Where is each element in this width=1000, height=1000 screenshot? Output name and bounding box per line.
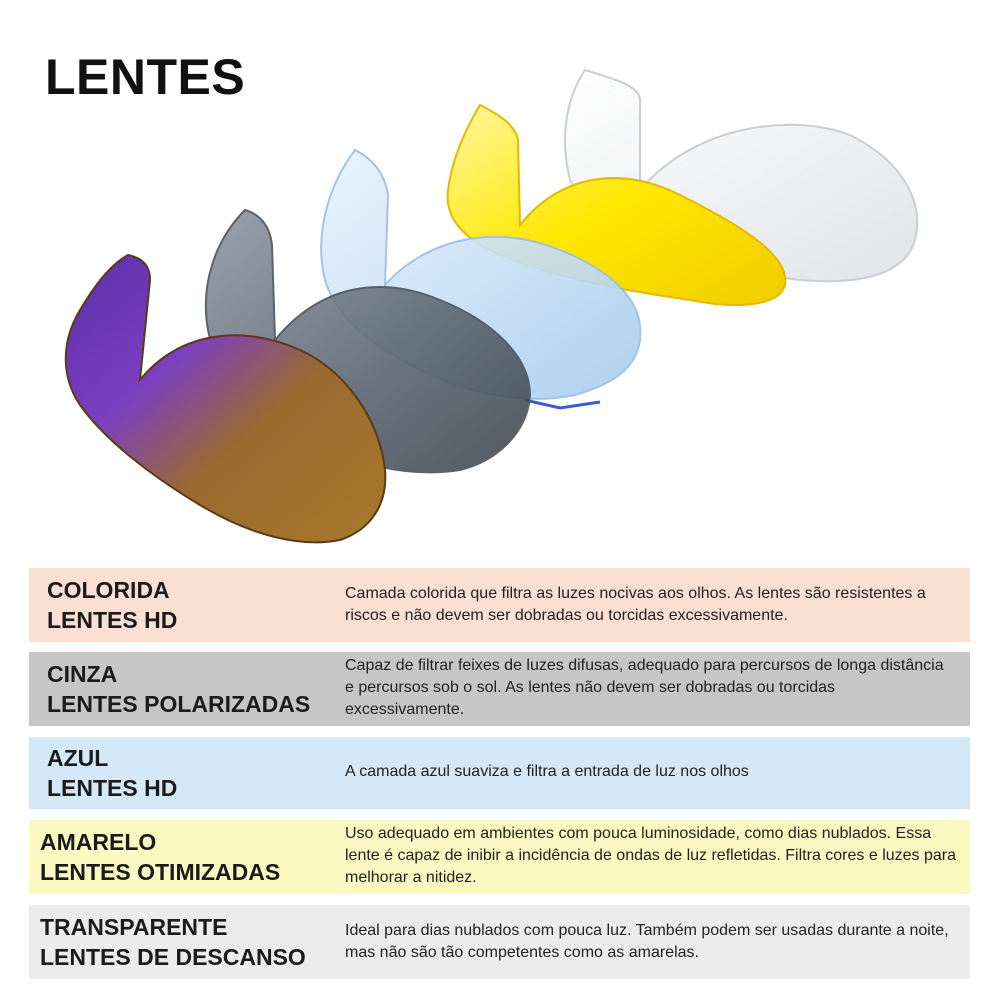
- lens-label: [47, 743, 177, 803]
- lens-type: LENTES HD: [47, 775, 178, 801]
- lens-type: LENTES DE DESCANSO: [40, 944, 306, 970]
- lens-description: A camada azul suaviza e filtra a entrada de luz nos olhos: [345, 763, 749, 780]
- lens-label: [40, 912, 306, 972]
- lens-type: LENTES OTIMIZADAS: [40, 859, 281, 885]
- lens-row-cinza: [29, 652, 970, 726]
- lens-type: LENTES POLARIZADAS: [47, 691, 311, 717]
- lens-description: Uso adequado em ambientes com pouca luminosidade, como dias nublados. Essa lente é capaz de inibir a incidência de ondas de luz refletidas. Filtra cores e luzes para melhorar a nitidez.: [345, 825, 957, 886]
- lens-description: Camada colorida que filtra as luzes nocivas aos olhos. As lentes são resistentes a riscos e não devem ser dobradas ou torcidas excessivamente.: [345, 585, 926, 624]
- lens-row-azul: [29, 737, 970, 809]
- lens-type: LENTES HD: [47, 607, 178, 633]
- lens-name: TRANSPARENTE: [40, 914, 228, 940]
- lens-description: Capaz de filtrar feixes de luzes difusas, adequado para percursos de longa distância e percursos sob o sol. As lentes não devem ser dobradas ou torcidas excessivamente.: [345, 657, 944, 718]
- lens-row-amarelo: [29, 820, 970, 894]
- lens-label: [47, 575, 177, 635]
- lens-label: [40, 827, 280, 887]
- lens-name: AMARELO: [40, 829, 157, 855]
- lens-label: [47, 659, 310, 719]
- lens-name: AZUL: [47, 745, 109, 771]
- lens-row-transparente: [29, 905, 970, 979]
- lens-name: COLORIDA: [47, 577, 170, 603]
- page-title: LENTES: [45, 49, 246, 105]
- lens-description: Ideal para dias nublados com pouca luz. Também podem ser usadas durante a noite, mas não são tão competentes como as amarelas.: [345, 922, 949, 961]
- lens-name: CINZA: [47, 661, 118, 687]
- lens-row-colorida: [29, 568, 970, 642]
